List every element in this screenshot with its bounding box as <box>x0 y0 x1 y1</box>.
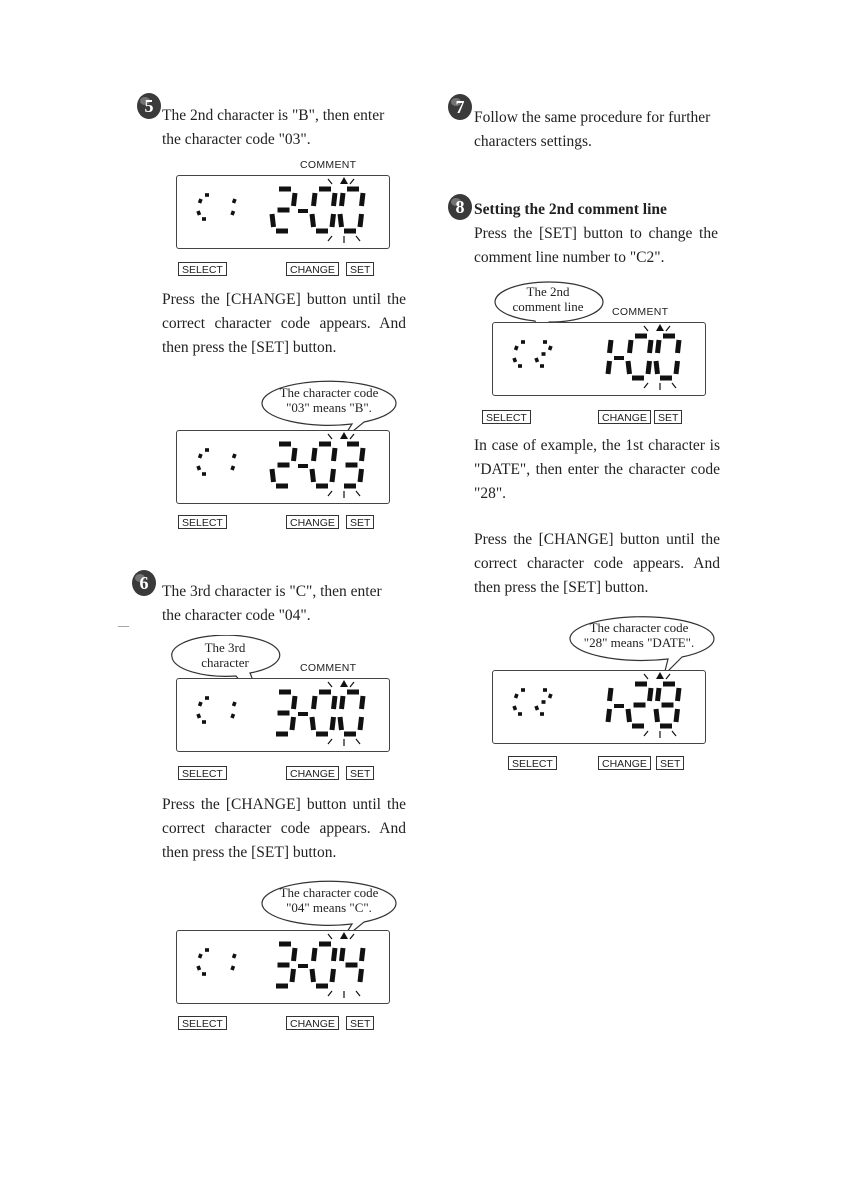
lcd-position-digit <box>608 340 611 374</box>
comment-label: COMMENT <box>300 662 357 674</box>
lcd-line-digit <box>198 698 209 722</box>
svg-text:8: 8 <box>455 197 465 217</box>
lcd-position-digit <box>608 688 611 722</box>
step-7-line1: Follow the same procedure for further <box>474 109 711 126</box>
select-button[interactable]: SELECT <box>178 1016 227 1030</box>
callout-line2: "03" means "B". <box>286 400 372 415</box>
callout-line1: The 3rd <box>204 640 246 655</box>
select-button[interactable]: SELECT <box>178 766 227 780</box>
lcd-display <box>176 420 392 504</box>
svg-text:5: 5 <box>144 96 154 116</box>
lcd-line-digit <box>232 954 235 970</box>
lcd-line-digit <box>198 450 209 474</box>
lcd-line-digit <box>232 199 235 215</box>
lcd-position-digit <box>276 692 295 734</box>
lcd-display <box>176 920 392 1004</box>
change-button[interactable]: CHANGE <box>286 515 339 529</box>
callout-line2: "04" means "C". <box>286 900 372 915</box>
cursor-triangle-icon <box>656 324 664 331</box>
select-button[interactable]: SELECT <box>482 410 531 424</box>
lcd-code-digit <box>340 692 363 734</box>
lcd-code-digit <box>628 336 651 378</box>
lcd-line-digit <box>198 195 209 219</box>
change-button[interactable]: CHANGE <box>598 410 651 424</box>
select-button[interactable]: SELECT <box>178 515 227 529</box>
callout-line1: The character code <box>279 885 379 900</box>
step-5-instructions: Press the [CHANGE] button until the correct character code appears. And then press the [SET] button. <box>162 291 406 356</box>
step-5-badge <box>135 91 163 121</box>
set-button[interactable]: SET <box>654 410 682 424</box>
callout-line1: The character code <box>279 385 379 400</box>
change-button[interactable]: CHANGE <box>286 1016 339 1030</box>
lcd-code-digit <box>342 948 364 982</box>
lcd-display <box>492 660 708 744</box>
step-6-instructions: Press the [CHANGE] button until the correct character code appears. And then press the [SET] button. <box>162 796 406 861</box>
lcd-line-digit <box>514 690 525 714</box>
lcd-code-digit <box>312 692 335 734</box>
lcd-position-digit <box>272 444 295 486</box>
lcd-code-digit <box>628 684 651 726</box>
change-button[interactable]: CHANGE <box>598 756 651 770</box>
callout-line2: character <box>201 655 249 670</box>
step-7-line2: characters settings. <box>474 133 592 150</box>
set-button[interactable]: SET <box>346 1016 374 1030</box>
set-button[interactable]: SET <box>346 766 374 780</box>
step-8-heading: Setting the 2nd comment line <box>474 201 667 218</box>
set-button[interactable]: SET <box>656 756 684 770</box>
lcd-position-digit <box>276 944 295 986</box>
step-6-line2: the character code "04". <box>162 607 311 624</box>
callout-line1: The character code <box>589 620 689 635</box>
lcd-display <box>176 159 392 249</box>
lcd-code-digit <box>656 684 679 726</box>
step-8-instructions: Press the [SET] button to change the comment line number to "C2". <box>474 225 718 266</box>
lcd-code-digit <box>340 189 363 231</box>
step-8-badge <box>446 192 474 222</box>
select-button[interactable]: SELECT <box>508 756 557 770</box>
svg-text:7: 7 <box>455 97 465 117</box>
lcd-code-digit <box>656 336 679 378</box>
cursor-triangle-icon <box>340 432 348 439</box>
lcd-code-digit <box>312 444 335 486</box>
callout-line1: The 2nd <box>526 284 570 299</box>
step-5-line2: the character code "03". <box>162 131 311 148</box>
select-button[interactable]: SELECT <box>178 262 227 276</box>
lcd-line-digit <box>536 690 551 714</box>
lcd-line-digit <box>232 454 235 470</box>
step-7-badge <box>446 92 474 122</box>
step-6-line1: The 3rd character is "C", then enter <box>162 583 382 600</box>
set-button[interactable]: SET <box>346 515 374 529</box>
comment-label: COMMENT <box>612 306 669 318</box>
margin-mark: ― <box>118 620 129 632</box>
lcd-code-digit <box>344 444 363 486</box>
cursor-triangle-icon <box>340 680 348 687</box>
step-8-example: In case of example, the 1st character is "DATE", then enter the character code "28". <box>474 437 720 502</box>
step-5-line1: The 2nd character is "B", then enter <box>162 107 385 124</box>
step-8-change-instructions: Press the [CHANGE] button until the correct character code appears. And then press the [SET] button. <box>474 531 720 596</box>
lcd-line-digit <box>232 702 235 718</box>
change-button[interactable]: CHANGE <box>286 262 339 276</box>
lcd-position-digit <box>272 189 295 231</box>
cursor-triangle-icon <box>656 672 664 679</box>
step-6-badge <box>130 568 158 598</box>
cursor-triangle-icon <box>340 932 348 939</box>
lcd-code-digit <box>312 944 335 986</box>
cursor-triangle-icon <box>340 177 348 184</box>
callout-line2: comment line <box>512 299 584 314</box>
comment-label: COMMENT <box>300 159 357 171</box>
set-button[interactable]: SET <box>346 262 374 276</box>
lcd-line-digit <box>198 950 209 974</box>
lcd-line-digit <box>514 342 525 366</box>
lcd-code-digit <box>312 189 335 231</box>
callout-line2: "28" means "DATE". <box>583 635 695 650</box>
lcd-line-digit <box>536 342 551 366</box>
change-button[interactable]: CHANGE <box>286 766 339 780</box>
svg-text:6: 6 <box>139 573 149 593</box>
